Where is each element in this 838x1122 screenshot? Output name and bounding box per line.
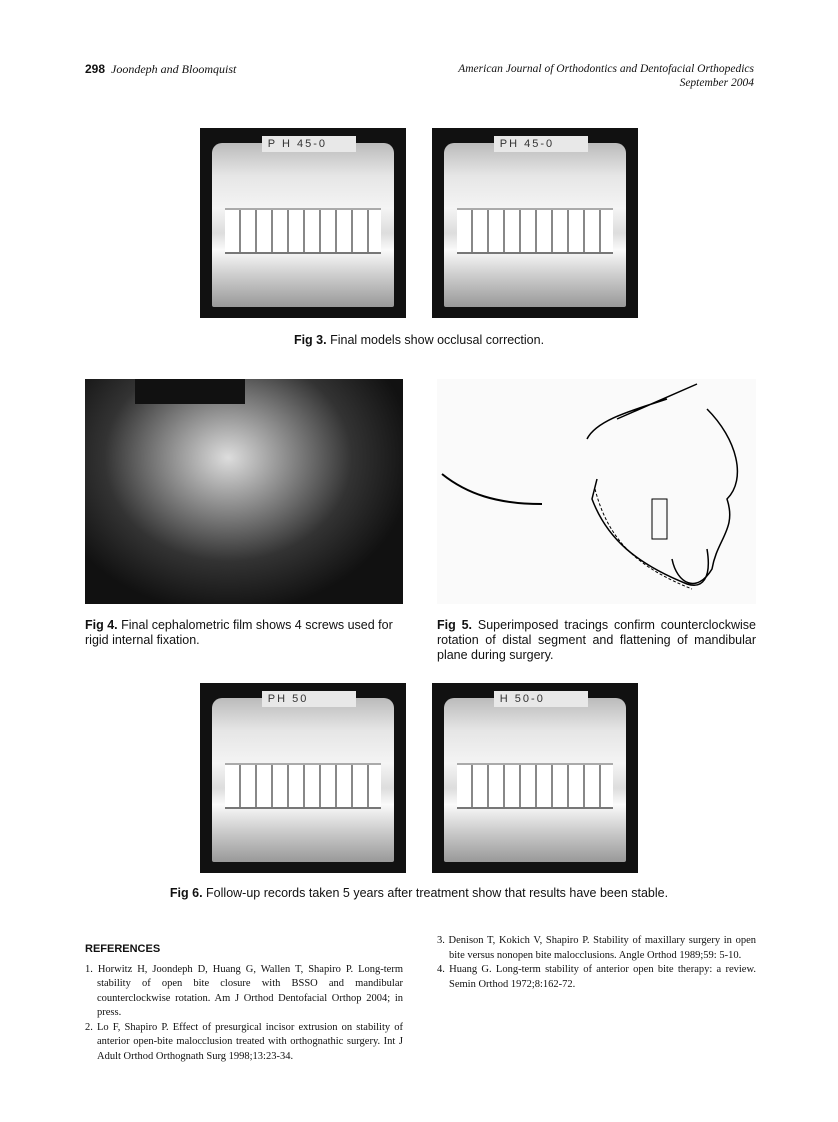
reference-item: 4. Huang G. Long-term stability of anterior open bite therapy: a review. Semin Orthod 1972;8:162-72. [437, 964, 756, 990]
fig-label: Fig 5. [437, 618, 473, 632]
fig4-caption [85, 618, 403, 648]
running-header-left [85, 62, 236, 77]
caption-text: Follow-up records taken 5 years after treatment show that results have been stable. [206, 886, 669, 900]
fig-label: Fig 4. [85, 618, 118, 632]
fig5-tracing [437, 379, 756, 604]
caption-text: Final models show occlusal correction. [330, 333, 545, 347]
reference-item: 1. Horwitz H, Joondeph D, Huang G, Wallen T, Shapiro P. Long-term stability of open bite closure with BSSO and mandibular counterclockwise rotation. Am J Orthod Dentofacial Orthop 2004; in press. [85, 963, 403, 1018]
photo-label: PH 50 [262, 691, 356, 707]
photo-label: P H 45-0 [262, 136, 356, 152]
fig6-left-photo [200, 683, 406, 873]
issue-date: September 2004 [679, 77, 754, 89]
fig-label: Fig 6. [169, 886, 203, 900]
authors: Joondeph and Bloomquist [111, 62, 237, 76]
photo-label: PH 45-0 [494, 136, 588, 152]
page-number: 298 [85, 62, 106, 76]
reference-item: 2. Lo F, Shapiro P. Effect of presurgical incisor extrusion on stability of anterior open-bite malocclusion treated with orthognathic surgery. Int J Adult Orthod Orthognath Surg 1998;13:23-34. [85, 1021, 403, 1062]
fig6-caption [0, 886, 838, 901]
photo-label: H 50-0 [494, 691, 588, 707]
fig4-cephalometric-film [85, 379, 403, 604]
fig3-right-photo [432, 128, 638, 318]
reference-item: 3. Denison T, Kokich V, Shapiro P. Stability of maxillary surgery in open bite versus nonopen bite malocclusions. Angle Orthod 1989;59: 5-10. [437, 935, 756, 961]
references-left-column [85, 942, 403, 1064]
fig3-caption [0, 333, 838, 348]
references-heading: REFERENCES [85, 943, 161, 955]
running-header-right [458, 62, 754, 90]
caption-text: Final cephalometric film shows 4 screws used for rigid internal fixation. [85, 618, 393, 647]
fig3-left-photo [200, 128, 406, 318]
fig6-right-photo [432, 683, 638, 873]
references-right-column [437, 934, 756, 992]
fig5-caption [437, 618, 756, 663]
caption-text: Superimposed tracings confirm counterclockwise rotation of distal segment and flattening of mandibular plane during surgery. [437, 618, 756, 662]
fig-label: Fig 3. [293, 333, 327, 347]
journal-name: American Journal of Orthodontics and Dentofacial Orthopedics [458, 63, 754, 75]
